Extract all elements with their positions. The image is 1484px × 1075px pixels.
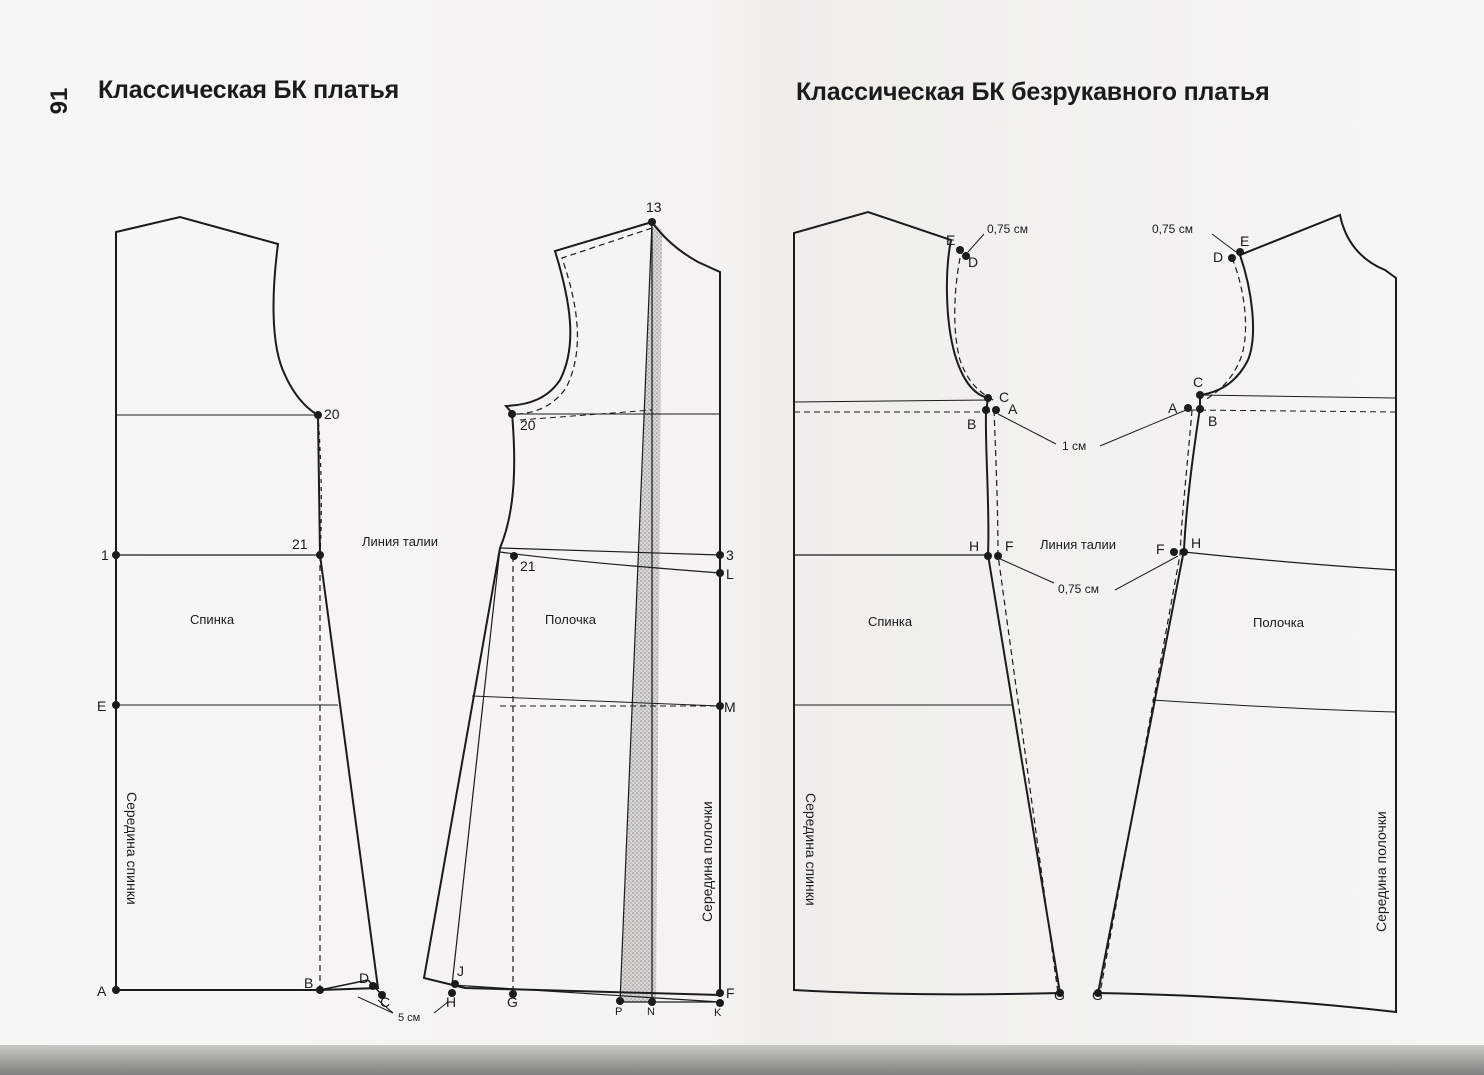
label-waist-right: Линия талии [1040,537,1117,552]
pt-A-rfront: A [1168,400,1178,416]
left-front-waist-line [500,548,720,555]
dot-C-rfront [1196,391,1204,399]
dot-13 [648,218,656,226]
dot-A-rfront [1184,404,1192,412]
pt-A-rback: A [1008,401,1018,417]
pt-D-rfront: D [1213,249,1224,265]
pt-G-rback: G [1054,987,1065,1003]
dot-A-rback [992,406,1000,414]
right-back-side-dash [994,410,1058,993]
pt-20-front: 20 [520,417,536,433]
measure-shoulder-front: 0,75 см [1152,222,1193,236]
pt-E-rback: E [946,232,956,248]
pt-E-left: E [97,698,107,714]
right-front-chest-dash [1190,410,1396,412]
dot-E-rfront [1236,248,1244,256]
dot-B-left [316,986,324,994]
left-hem-measure [358,997,452,1013]
right-back-armhole-dash [955,258,995,401]
measure-armhole: 1 см [1062,439,1087,453]
pt-G-left: G [507,994,518,1010]
dot-H-rfront [1180,548,1188,556]
left-title: Классическая БК платья [98,76,400,104]
dot-B-rback [982,406,990,414]
right-front-waist-line [1184,552,1396,570]
dot-D-left [369,982,377,990]
label-waist-left: Линия талии [362,534,439,549]
dot-N [648,998,656,1006]
pt-H-rfront: H [1191,535,1202,551]
measure-waist: 0,75 см [1058,582,1099,596]
pt-13: 13 [646,199,662,215]
right-front-piece [1098,215,1396,1012]
pt-C-left: C [380,994,391,1010]
dot-A-left [112,986,120,994]
label-center-front-left: Середина полочки [699,801,715,922]
pt-B-left: B [304,975,314,991]
left-back-piece [116,217,382,995]
pt-B-rfront: B [1208,413,1218,429]
pt-N: N [647,1006,655,1018]
left-front-hip-line [472,696,720,706]
label-front-right: Полочка [1253,615,1304,630]
pt-M: M [724,699,736,715]
pt-D-rback: D [968,254,979,270]
dot-C-rback [984,394,992,402]
points [112,218,1244,1007]
dot-B-rfront [1196,405,1204,413]
pt-C-rback: C [999,389,1010,405]
left-back-outline [116,217,378,990]
label-center-front-right: Середина полочки [1373,811,1389,932]
pt-D-left: D [359,970,370,986]
pt-F-rback: F [1005,538,1014,554]
dot-M [716,702,724,710]
pt-G-rfront: G [1092,987,1103,1003]
dot-F-rfront [1170,548,1178,556]
pt-A-left: A [97,983,107,999]
page-number: 91 [46,87,73,115]
pt-1: 1 [101,547,109,563]
pt-K: K [714,1007,722,1019]
dot-20-back [314,411,322,419]
left-front-chest-dash [520,410,652,420]
pt-B-rback: B [967,416,977,432]
pt-J: J [457,963,464,979]
label-5cm: 5 см [398,1012,421,1024]
dot-E-left [112,701,120,709]
dot-F-rback [994,552,1002,560]
dot-H-rback [984,552,992,560]
right-back-chest-line [794,400,988,402]
dot-F-left [716,989,724,997]
left-front-hatched-band [620,222,662,1002]
label-center-back-right: Середина спинки [803,793,819,906]
dot-K [716,999,724,1007]
right-back-outline [794,212,1060,994]
dot-D-rfront [1228,254,1236,262]
pt-F-rfront: F [1156,541,1165,557]
left-front-side-inner [452,548,500,985]
right-front-chest-line [1200,395,1396,398]
label-back-right: Спинка [868,614,913,629]
right-title: Классическая БК безрукавного платья [796,78,1270,106]
pt-20-back: 20 [324,406,340,422]
pt-E-rfront: E [1240,233,1250,249]
measure-shoulder-back: 0,75 см [987,222,1028,236]
pt-21-front: 21 [520,558,536,574]
page-bottom-edge [0,1045,1484,1075]
right-front-armhole-dash [1205,258,1246,400]
label-center-back-left: Середина спинки [124,792,140,905]
pt-3: 3 [726,547,734,563]
pt-P: P [615,1006,623,1018]
pt-F-left: F [726,985,735,1001]
pt-L: L [726,566,734,582]
dot-20-front [508,410,516,418]
dot-3 [716,551,724,559]
dot-J [451,980,459,988]
right-front-outline [1098,215,1396,1012]
right-back-piece [794,212,1060,994]
dot-P [616,997,624,1005]
dot-1 [112,551,120,559]
dot-L [716,569,724,577]
label-back-left: Спинка [190,612,235,627]
pt-C-rfront: C [1193,374,1204,390]
dot-E-rback [956,246,964,254]
right-front-hip-line [1152,700,1396,712]
label-front-left: Полочка [545,612,596,627]
dot-21-front [510,552,518,560]
left-front-outline [424,222,720,995]
pt-21-back: 21 [292,536,308,552]
dot-21-back [316,551,324,559]
pt-H-rback: H [969,538,980,554]
left-front-dash-neck [512,228,652,414]
pt-H-left: H [446,994,457,1010]
